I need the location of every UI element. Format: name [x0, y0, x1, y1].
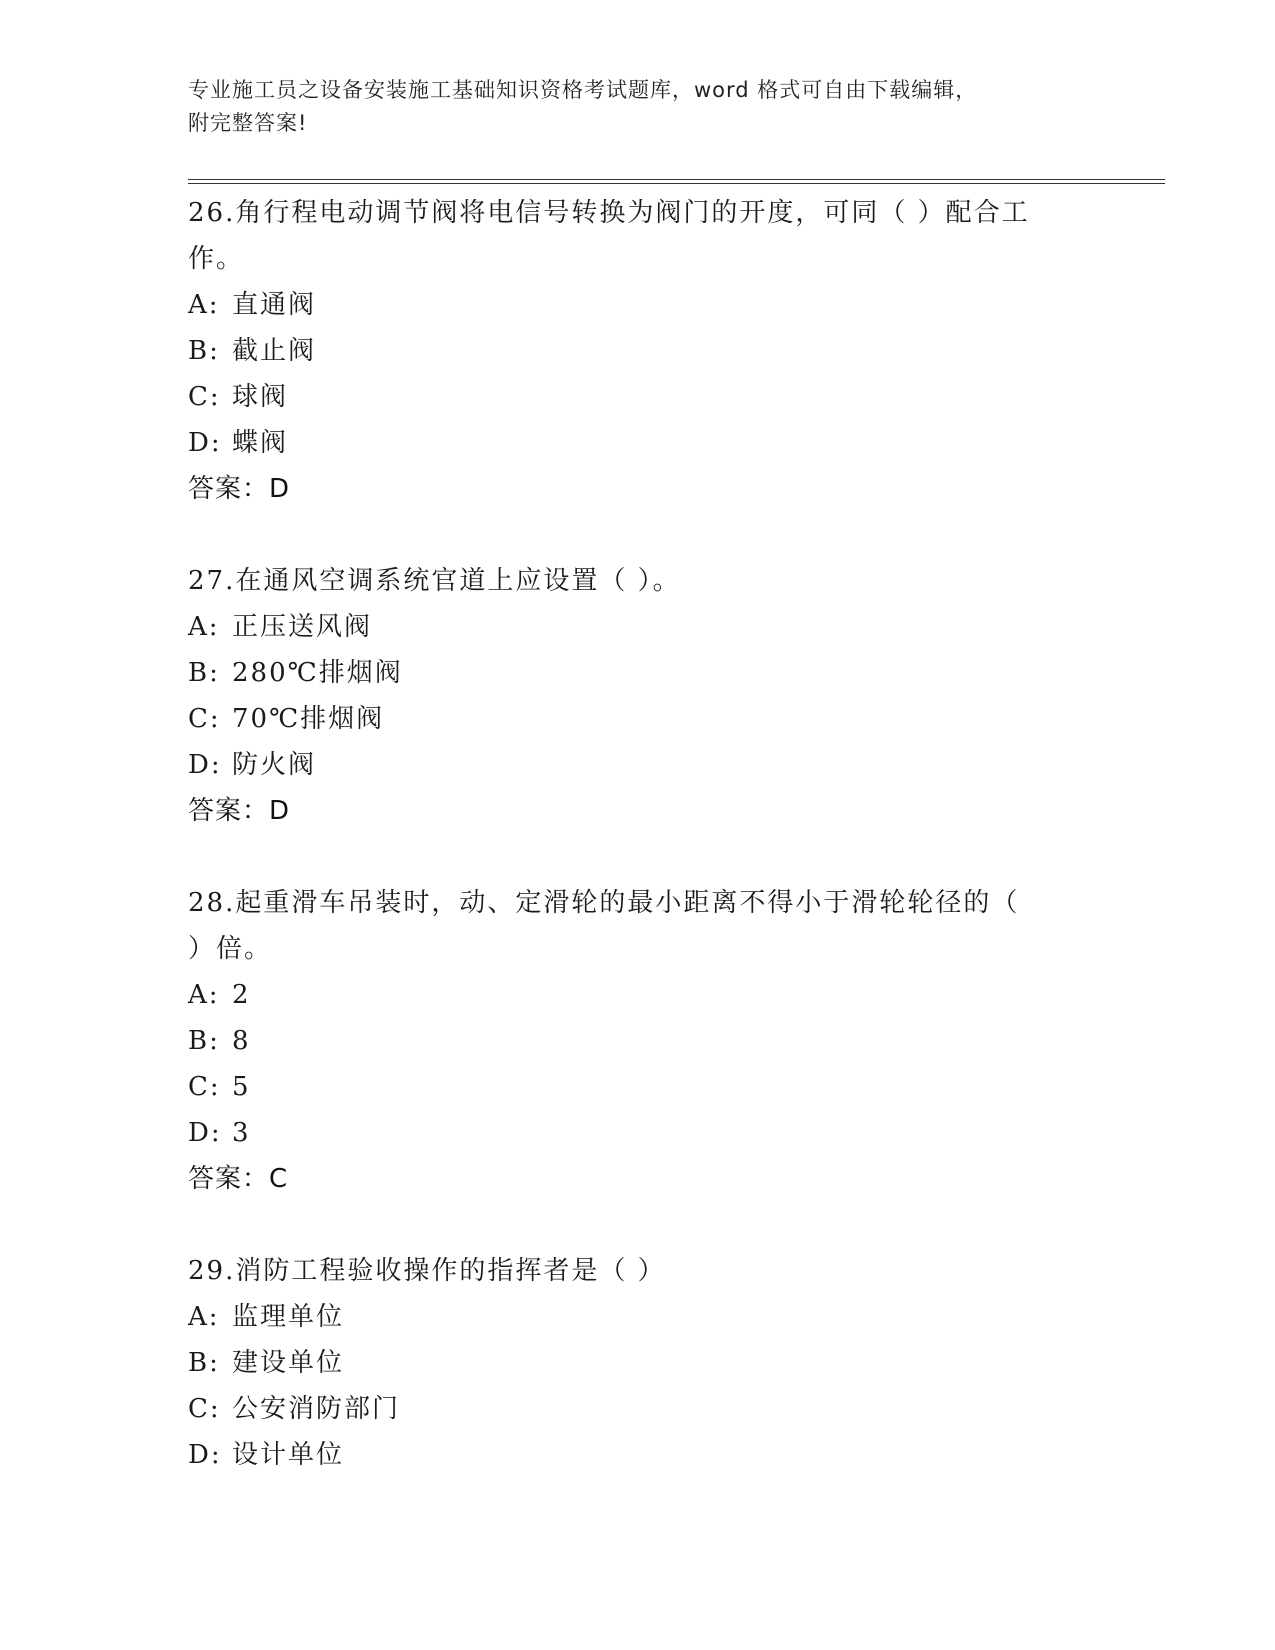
option-text: 3: [232, 1118, 251, 1148]
option-label: C:: [188, 1072, 221, 1102]
option-text: 2: [232, 980, 251, 1010]
spacer: [188, 512, 1088, 558]
option-b: [188, 1018, 1088, 1064]
option-text: 70℃排烟阀: [232, 704, 385, 734]
option-text: 设计单位: [232, 1440, 345, 1470]
answer: 答案：D: [188, 796, 291, 826]
answer: 答案：D: [188, 474, 291, 504]
header-divider-bottom: [188, 183, 1165, 184]
option-b: [188, 1340, 1088, 1386]
option-c: [188, 1064, 1088, 1110]
option-text: 监理单位: [232, 1302, 345, 1332]
question-text: [188, 190, 1088, 282]
option-b: [188, 328, 1088, 374]
option-label: D:: [188, 750, 222, 780]
option-label: A:: [188, 612, 220, 642]
option-label: C:: [188, 382, 221, 412]
option-d: [188, 1110, 1088, 1156]
question-text-line-1: 27.在通风空调系统官道上应设置（ ）。: [188, 566, 681, 596]
question-text: [188, 1248, 1088, 1294]
question-text-line-1: 28.起重滑车吊装时，动、定滑轮的最小距离不得小于滑轮轮径的（: [188, 888, 1020, 918]
answer: 答案：C: [188, 1164, 289, 1194]
question-text-line-1: 29.消防工程验收操作的指挥者是（ ）: [188, 1256, 666, 1286]
option-label: C:: [188, 1394, 221, 1424]
option-label: D:: [188, 1440, 222, 1470]
spacer: [188, 834, 1088, 880]
option-a: [188, 282, 1088, 328]
option-text: 球阀: [232, 382, 289, 412]
option-c: [188, 1386, 1088, 1432]
question-28: [188, 880, 1088, 1248]
option-text: 280℃排烟阀: [232, 658, 403, 688]
option-text: 5: [232, 1072, 251, 1102]
header-divider-top: [188, 179, 1165, 180]
option-label: B:: [188, 658, 220, 688]
option-a: [188, 604, 1088, 650]
option-text: 8: [232, 1026, 251, 1056]
option-d: [188, 742, 1088, 788]
option-text: 直通阀: [232, 290, 317, 320]
question-list: [188, 190, 1088, 1478]
question-27: [188, 558, 1088, 880]
option-label: A:: [188, 1302, 220, 1332]
header-line-2: 附完整答案!: [188, 111, 308, 135]
question-text-line-2: 作。: [188, 244, 245, 274]
option-label: A:: [188, 290, 220, 320]
option-c: [188, 696, 1088, 742]
option-a: [188, 972, 1088, 1018]
option-label: B:: [188, 336, 220, 366]
option-text: 公安消防部门: [232, 1394, 401, 1424]
spacer: [188, 1202, 1088, 1248]
option-a: [188, 1294, 1088, 1340]
question-text: [188, 558, 1088, 604]
option-label: A:: [188, 980, 220, 1010]
option-b: [188, 650, 1088, 696]
option-text: 防火阀: [232, 750, 317, 780]
option-label: B:: [188, 1348, 220, 1378]
question-29: [188, 1248, 1088, 1478]
question-26: [188, 190, 1088, 558]
option-d: [188, 1432, 1088, 1478]
option-text: 正压送风阀: [232, 612, 373, 642]
question-text: [188, 880, 1088, 972]
option-c: [188, 374, 1088, 420]
option-text: 截止阀: [232, 336, 317, 366]
option-text: 蝶阀: [232, 428, 289, 458]
option-d: [188, 420, 1088, 466]
document-header: [188, 74, 1088, 140]
question-text-line-2: ）倍。: [188, 934, 273, 964]
header-line-1: 专业施工员之设备安装施工基础知识资格考试题库，word 格式可自由下载编辑，: [188, 78, 978, 102]
option-label: B:: [188, 1026, 220, 1056]
option-label: D:: [188, 1118, 222, 1148]
option-label: D:: [188, 428, 222, 458]
question-text-line-1: 26.角行程电动调节阀将电信号转换为阀门的开度，可同（ ）配合工: [188, 198, 1030, 228]
option-text: 建设单位: [232, 1348, 345, 1378]
option-label: C:: [188, 704, 221, 734]
